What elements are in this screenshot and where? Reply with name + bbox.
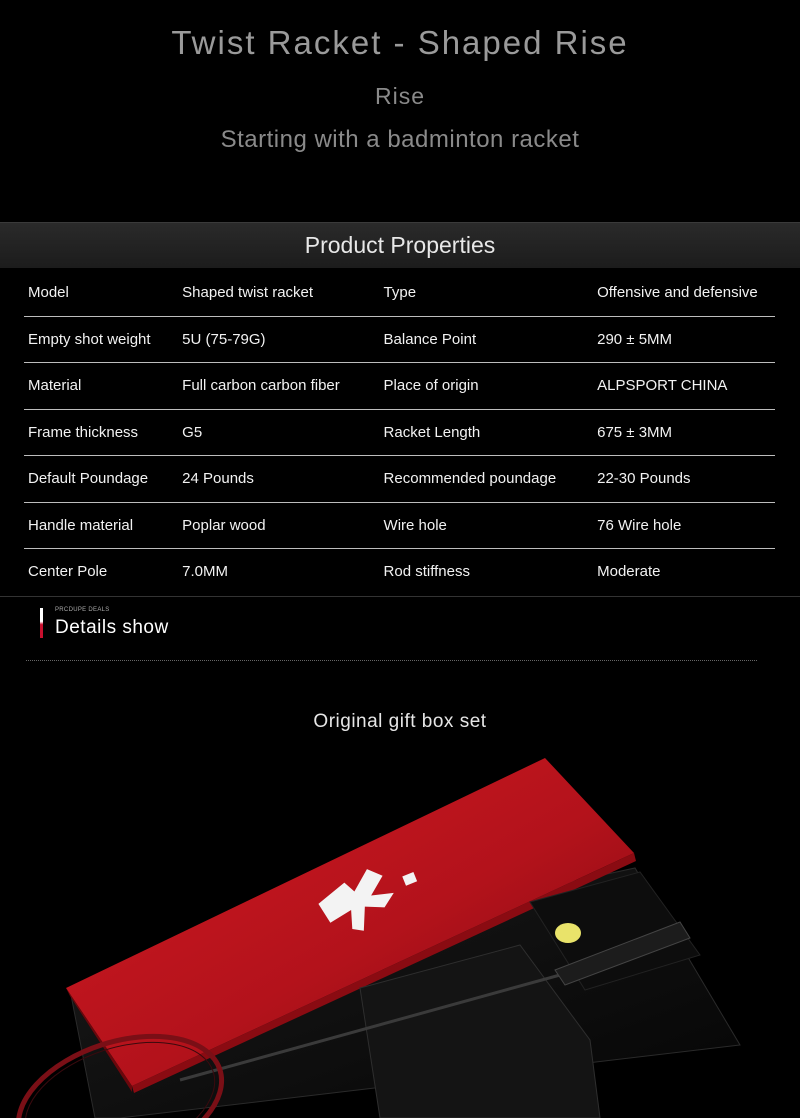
hero-tagline: Starting with a badminton racket xyxy=(220,126,580,153)
property-label: Racket Length xyxy=(380,409,594,456)
details-accent-bar xyxy=(40,608,43,638)
property-value: 7.0MM xyxy=(182,563,229,581)
property-value: Moderate xyxy=(597,563,661,581)
page-title: Twist Racket - Shaped Rise xyxy=(171,24,629,61)
table-row xyxy=(24,316,775,363)
property-label: Frame thickness xyxy=(24,409,178,456)
gift-box-photo xyxy=(0,740,800,1118)
dotted-divider xyxy=(26,660,757,661)
property-value: 24 Pounds xyxy=(178,456,379,503)
property-label: Handle material xyxy=(24,502,178,549)
property-label: Wire hole xyxy=(380,502,594,549)
property-label: Model xyxy=(24,270,178,316)
property-value: 290 ± 5MM xyxy=(593,316,775,363)
hero-subtitle: Rise xyxy=(374,83,425,109)
table-row xyxy=(24,456,775,503)
hero-section xyxy=(0,0,800,222)
table-row xyxy=(24,409,775,456)
property-value: Offensive and defensive xyxy=(593,270,775,316)
property-label: Empty shot weight xyxy=(24,316,178,363)
property-value: 76 Wire hole xyxy=(593,502,775,549)
property-label: Recommended poundage xyxy=(380,456,594,503)
table-row xyxy=(24,363,775,410)
shuttle-sticker xyxy=(555,923,581,943)
table-row xyxy=(24,502,775,549)
property-label: Default Poundage xyxy=(24,456,178,503)
table-row xyxy=(24,270,775,316)
properties-table xyxy=(24,270,775,595)
property-value: Shaped twist racket xyxy=(178,270,379,316)
property-label: Material xyxy=(24,363,178,410)
property-value: 5U (75-79G) xyxy=(178,316,379,363)
property-value: 675 ± 3MM xyxy=(593,409,775,456)
property-value: Full carbon carbon fiber xyxy=(178,363,379,410)
property-value: Poplar wood xyxy=(178,502,379,549)
property-value: ALPSPORT CHINA xyxy=(593,363,775,410)
property-value: 22-30 Pounds xyxy=(593,456,775,503)
property-label: Type xyxy=(380,270,594,316)
gift-box-label: Original gift box set xyxy=(313,711,487,732)
section-divider xyxy=(0,596,800,597)
property-label: Center Pole xyxy=(28,563,108,581)
property-value: G5 xyxy=(178,409,379,456)
property-label: Rod stiffness xyxy=(383,563,470,581)
property-label: Place of origin xyxy=(380,363,594,410)
properties-heading: Product Properties xyxy=(0,222,800,268)
property-label: Balance Point xyxy=(380,316,594,363)
details-title: Details show xyxy=(55,617,169,638)
table-row xyxy=(24,549,775,595)
details-small-label: PRCDUPE DEALS xyxy=(55,607,110,613)
